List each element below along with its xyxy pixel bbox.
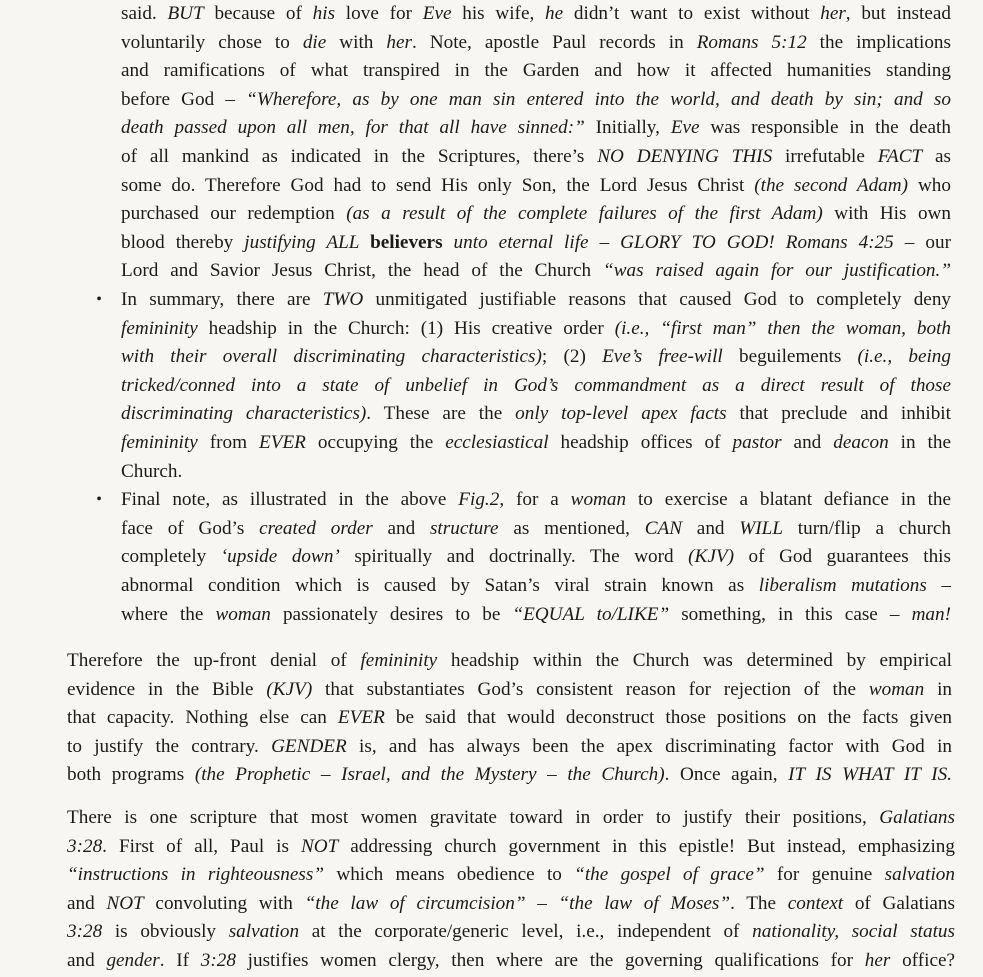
text-run: where the — [121, 603, 216, 625]
italic-run: (as a result of the complete failures of the first Adam) — [346, 203, 823, 225]
italic-run: ‘upside down’ — [220, 546, 340, 568]
italic-run: pastor — [732, 431, 782, 453]
italic-run: EVER — [259, 431, 306, 453]
italic-run: GENDER — [271, 735, 347, 757]
text-run: from — [197, 431, 259, 453]
text-run: occupying the — [305, 431, 446, 453]
text-line — [67, 833, 955, 862]
text-line — [121, 572, 951, 601]
text-run: be said that would deconstruct those positions on the facts given — [384, 707, 953, 729]
italic-run: ecclesiastical — [445, 431, 549, 453]
text-run: headship offices of — [548, 431, 733, 453]
italic-run: femininity — [121, 317, 198, 339]
text-run: with — [326, 31, 387, 53]
italic-run: (KJV) — [266, 678, 313, 700]
text-run: that preclude and inhibit — [726, 403, 951, 425]
text-line — [67, 890, 955, 919]
italic-run: death passed upon all men, for that all have sinned:” — [121, 117, 585, 139]
italic-run: woman — [570, 489, 627, 511]
italic-run: femininity — [360, 650, 438, 671]
text-run: to exercise a blatant defiance in the — [626, 489, 952, 511]
text-run: said. — [121, 3, 168, 24]
text-line — [67, 804, 955, 833]
text-line — [121, 257, 951, 286]
italic-run: “the law of circumcision” — [304, 892, 526, 914]
text-line — [121, 343, 951, 372]
text-run: of God guarantees this — [734, 546, 951, 568]
text-line — [121, 315, 951, 344]
text-run: didn’t want to exist without — [563, 3, 821, 24]
text-run: . Once again, — [664, 764, 789, 786]
italic-run: woman — [868, 678, 925, 700]
italic-run: EVER — [337, 707, 385, 729]
text-run: – our — [893, 231, 951, 253]
text-run: office? — [890, 949, 955, 971]
text-line — [121, 486, 951, 515]
text-run: evidence in the Bible — [67, 678, 267, 700]
text-run: before God – — [121, 88, 247, 110]
text-run: justifies women clergy, then where are the governing qualifications for — [235, 949, 865, 971]
italic-run: her — [386, 31, 412, 53]
text-run: is, and has always been the apex discriminating factor with God in — [346, 735, 952, 757]
text-line — [121, 286, 951, 315]
italic-run: only top-level apex facts — [515, 403, 727, 425]
text-line — [121, 400, 951, 429]
italic-run: nationality, social status — [752, 921, 955, 943]
italic-run: Fig.2 — [458, 489, 500, 511]
italic-run: Eve’s free-will — [602, 346, 723, 368]
italic-run: FACT — [877, 145, 923, 167]
text-line — [121, 29, 951, 58]
text-run: the implications — [806, 31, 951, 53]
italic-run: liberalism mutations — [758, 574, 927, 596]
text-run: and — [372, 517, 430, 539]
italic-run: NO DENYING THIS — [597, 145, 773, 167]
text-run: of Galatians — [843, 892, 955, 914]
italic-run: unto eternal life – GLORY TO GOD! Romans 4:25 — [442, 231, 894, 253]
text-run: – — [926, 574, 952, 596]
italic-run: tricked/conned into a state of unbelief in God’s commandment as a direct result of those — [121, 374, 951, 396]
text-run: passionately desires to be — [270, 603, 513, 625]
italic-run: discriminating characteristics) — [121, 403, 367, 425]
italic-run: (i.e., “first man” then the woman, both — [614, 317, 952, 339]
italic-run: 3:28 — [67, 835, 103, 857]
text-run: Lord and Savior Jesus Christ, the head of the Church — [121, 260, 604, 282]
italic-run: man! — [911, 603, 951, 625]
text-run: as mentioned, — [498, 517, 645, 539]
italic-run: BUT — [167, 3, 204, 24]
text-line — [121, 429, 951, 458]
text-run: that substantiates God’s consistent reason for rejection of the — [312, 678, 869, 700]
text-line — [121, 515, 951, 544]
italic-run: “was raised again for our justification.” — [603, 260, 951, 282]
italic-run: context — [787, 892, 844, 914]
italic-run: (the second Adam) — [754, 174, 909, 196]
italic-run: CAN — [644, 517, 683, 539]
italic-run: IT IS WHAT IT IS. — [788, 764, 952, 786]
italic-run: structure — [429, 517, 499, 539]
text-run: spiritually and doctrinally. The word — [339, 546, 689, 568]
italic-run: created order — [259, 517, 373, 539]
text-line — [121, 86, 951, 115]
italic-run: (KJV) — [688, 546, 734, 568]
italic-run: (i.e., being — [857, 346, 951, 368]
text-line — [121, 601, 951, 630]
text-run: unmitigated justifiable reasons that caused God to completely deny — [363, 289, 952, 310]
text-run: beguilements — [722, 346, 858, 368]
italic-run: Eve — [422, 3, 452, 24]
text-line — [67, 704, 952, 733]
italic-run: 3:28 — [200, 949, 236, 971]
text-line — [121, 172, 951, 201]
italic-run: justifying ALL — [244, 231, 371, 253]
italic-run: die — [302, 31, 327, 53]
text-run: love for — [335, 3, 423, 24]
text-run: Final note, as illustrated in the above — [121, 489, 459, 511]
paragraph-femininity-denial — [67, 647, 952, 790]
italic-run: “the gospel of grace” — [574, 864, 765, 886]
text-run: both programs — [67, 764, 195, 786]
text-run: which means obedience to — [324, 864, 575, 886]
italic-run: 3:28 — [67, 921, 103, 943]
text-run: – — [525, 892, 559, 914]
bullet-text — [121, 486, 951, 629]
text-line — [67, 918, 955, 947]
text-run: Church. — [121, 460, 183, 482]
text-line — [121, 229, 951, 258]
text-run: was responsible in the death — [699, 117, 951, 139]
text-run: In summary, there are — [121, 289, 323, 310]
italic-run: his — [312, 3, 336, 24]
italic-run: “EQUAL to/LIKE” — [512, 603, 670, 625]
italic-run: Romans 5:12 — [696, 31, 807, 53]
text-run: and ramifications of what transpired in the Garden and how it affected humanities standing — [121, 60, 951, 82]
italic-run: “Wherefore, as by one man sin entered into the world, and death by sin; and so — [246, 88, 951, 110]
bullet-text — [121, 286, 951, 486]
bold-run: believers — [370, 231, 443, 253]
text-line — [121, 458, 951, 487]
text-run: . Note, apostle Paul records in — [411, 31, 697, 53]
italic-run: femininity — [121, 431, 198, 453]
text-run: in the — [888, 431, 951, 453]
text-line — [121, 143, 951, 172]
text-run: to justify the contrary. — [67, 735, 272, 757]
text-run: , for a — [499, 489, 571, 511]
italic-run: her — [820, 3, 846, 24]
italic-run: Eve — [670, 117, 700, 139]
text-line — [67, 947, 955, 976]
text-run: Therefore the up-front denial of — [67, 650, 361, 671]
italic-run: “instructions in righteousness” — [67, 864, 325, 886]
text-line — [67, 676, 952, 705]
text-line — [121, 0, 951, 29]
text-run: and — [67, 949, 107, 971]
text-run: ; (2) — [541, 346, 603, 368]
text-run: addressing church government in this epistle! But instead, emphasizing — [338, 835, 955, 857]
italic-run: Galatians — [879, 807, 955, 828]
italic-run: NOT — [106, 892, 144, 914]
text-run: . If — [159, 949, 201, 971]
text-run: for genuine — [764, 864, 885, 886]
text-line — [67, 761, 952, 790]
text-run: headship within the Church was determined by empirical — [437, 650, 953, 671]
text-run: his wife, — [451, 3, 546, 24]
text-run: abnormal condition which is caused by Satan’s viral strain known as — [121, 574, 759, 596]
text-run: irrefutable — [772, 145, 878, 167]
italic-run: (the Prophetic – Israel, and the Mystery – the Church) — [194, 764, 665, 786]
text-line — [121, 57, 951, 86]
text-run: face of God’s — [121, 517, 260, 539]
bullet-marker: • — [96, 491, 102, 509]
text-run: Initially, — [584, 117, 671, 139]
text-run: is obviously — [102, 921, 229, 943]
italic-run: salvation — [884, 864, 955, 886]
italic-run: gender — [106, 949, 160, 971]
text-run: . These are the — [366, 403, 516, 425]
text-run: something, in this case – — [669, 603, 912, 625]
text-run: turn/flip a church — [783, 517, 951, 539]
bullet-marker: • — [96, 291, 102, 308]
italic-run: TWO — [322, 289, 364, 310]
text-run: convoluting with — [143, 892, 305, 914]
text-run: purchased our redemption — [121, 203, 347, 225]
intro-paragraph — [121, 0, 951, 286]
text-run: completely — [121, 546, 221, 568]
text-line — [67, 733, 952, 762]
text-line — [121, 543, 951, 572]
text-run: . First of all, Paul is — [102, 835, 301, 857]
paragraph-galatians — [67, 804, 955, 976]
text-run: voluntarily chose to — [121, 31, 303, 53]
italic-run: NOT — [300, 835, 339, 857]
text-run: some do. Therefore God had to send His only Son, the Lord Jesus Christ — [121, 174, 755, 196]
text-run: as — [922, 145, 952, 167]
text-run: and — [67, 892, 107, 914]
text-run: in — [924, 678, 952, 700]
text-run: who — [908, 174, 951, 196]
text-run: , but instead — [845, 3, 951, 24]
text-run: headship in the Church: (1) His creative order — [197, 317, 615, 339]
italic-run: deacon — [833, 431, 889, 453]
text-run: because of — [203, 3, 313, 24]
text-line — [121, 200, 951, 229]
text-run: blood thereby — [121, 231, 245, 253]
text-run: at the corporate/generic level, i.e., independent of — [299, 921, 753, 943]
text-line — [67, 647, 952, 676]
text-run: There is one scripture that most women gravitate toward in order to justify their positions, — [67, 807, 880, 828]
bullet-item-final-note — [91, 486, 951, 629]
italic-run: with their overall discriminating characteristics) — [121, 346, 542, 368]
bullet-list — [91, 286, 951, 629]
text-run: that capacity. Nothing else can — [67, 707, 338, 729]
text-run: . The — [730, 892, 788, 914]
text-line — [121, 372, 951, 401]
text-line — [121, 114, 951, 143]
italic-run: salvation — [228, 921, 300, 943]
italic-run: “the law of Moses” — [558, 892, 731, 914]
text-line — [67, 861, 955, 890]
italic-run: woman — [215, 603, 271, 625]
italic-run: her — [864, 949, 891, 971]
text-run: with His own — [822, 203, 951, 225]
text-run: and — [682, 517, 740, 539]
italic-run: WILL — [739, 517, 784, 539]
text-run: and — [781, 431, 834, 453]
italic-run: he — [545, 3, 564, 24]
bullet-item-summary — [91, 286, 951, 486]
text-run: of all mankind as indicated in the Scriptures, there’s — [121, 145, 598, 167]
